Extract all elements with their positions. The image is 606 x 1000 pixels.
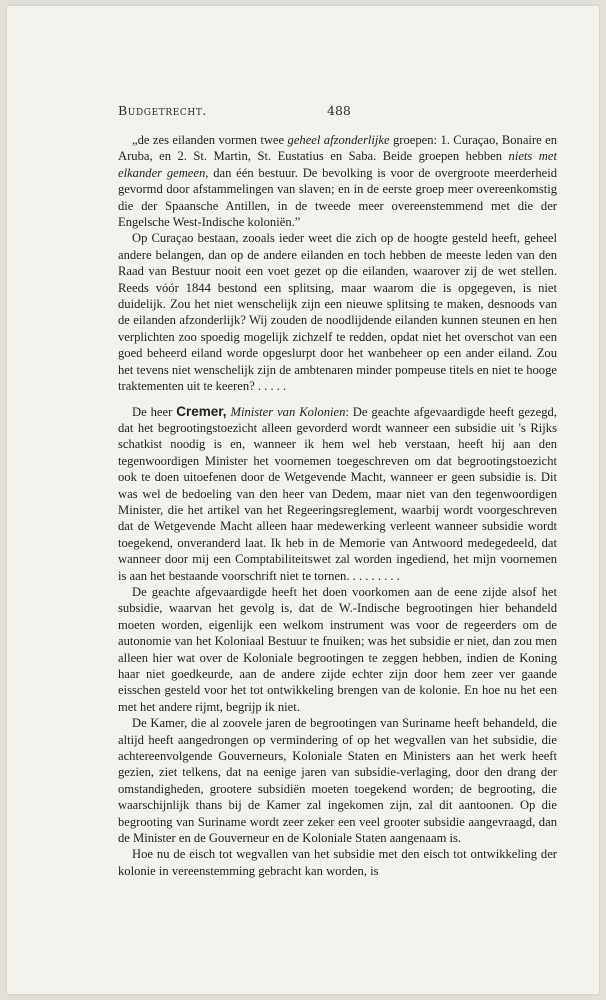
paragraph-1-text-b: groepen: 1. Curaçao, Bonaire en Aruba, en 2. St. Martin, St. Eustatius en Saba. Beide groepen hebben [118,133,557,164]
paragraph-3-text-a: De heer [132,404,177,419]
book-page [7,6,599,994]
speaker-name: Cremer, [176,403,227,419]
paragraph-2: Op Curaçao bestaan, zooals ieder weet die zich op de hoogte gesteld heeft, geheel andere belangen, dan op de andere eilanden en toch hebben de meeste leden van den Raad van Bestuur nooit een voet gezet op die eilanden, waarover zij de wet stellen. Reeds vóór 1844 bestond een splitsing, maar waarom die is opgegeven, is niet duidelijk. Zou het niet wenschelijk zijn een nieuwe splitsing te maken, desnoods van de eilanden afzonderlijk? Wij zouden de noodlijdende eilanden kunnen steunen en hen verplichten zoo spoedig mogelijk zichzelf te redden, opdat niet het overschot van een goed beheerd eiland worde opgeslurpt door het wanbeheer op een ander eiland. Zou het tevens niet wenschelijk zijn de ambtenaren minder pompeuse titels en niet te hooge traktementen uit te keeren? . . . . . [118,231,557,394]
paragraph-3 [118,404,557,584]
paragraph-4: De geachte afgevaardigde heeft het doen voorkomen aan de eene zijde alsof het subsidie, waarvan het gevolg is, dat de W.-Indische begrootingen hier behandeld moeten worden, eigenlijk een welkom instrument was voor de regeerders om de autonomie van het Koloniaal Bestuur te fnuiken; was het subsidie er niet, dan zou men alleen hier wat over de Koloniale begrootingen te zeggen hebben, indien de Koning haar niet goedkeurde, aan de andere zijde echter zijn door hem zeer ver gaande eisschen gesteld voor het tot ontwikkeling brengen van de kolonie. En hoe nu het een met het andere rijmt, begrijp ik niet. [118,584,557,714]
page-body [118,132,557,879]
page-number: 488 [327,103,351,118]
page-header [118,103,539,119]
speaker-role: Minister van Kolonien [230,404,346,419]
paragraph-1-emphasis-b: niets met elkander gemeen [118,149,557,180]
paragraph-1-emphasis-a: geheel afzonderlijke [287,133,390,147]
paragraph-5: De Kamer, die al zoovele jaren de begrootingen van Suriname heeft behandeld, die altijd heeft aangedrongen op vermindering of op het wegvallen van het subsidie, die achtereenvolgende Gouverneurs, Koloniale Staten en Ministers aan het werk heeft gezien, ziet telkens, dat na eenige jaren van subsidie-verlaging, door den drang der omstandigheden, grootere subsidiën moeten toegekend worden; de begrooting, die waarschijnlijk thans bij de Kamer zal ingekomen zijn, zal dit aantoonen. Op die begrooting van Suriname wordt zeer zeker een veel grooter subsidie aangevraagd, dan de Minister en de Gouverneur en de Koloniale Staten aangenaam is. [118,716,557,846]
running-head: Budgetrecht. [118,103,208,118]
paragraph-6: Hoe nu de eisch tot wegvallen van het subsidie met den eisch tot ontwikkeling der kolonie in vereenstemming gebracht kan worden, is [118,847,557,878]
paragraph-1-text-c: , dan één bestuur. De bevolking is voor de overgroote meerderheid gevormd door afstammelingen van slaven; en in de eerste groep meer overeenkomstig die der Spaansche Antillen, in de tweede meer overeenstemmend met die der Engelsche West-Indische koloniën.” [118,165,558,230]
paragraph-3-text-b: : De geachte afgevaardigde heeft gezegd, dat het begrootingstoezicht alleen gevorderd wordt wanneer een subsidie uit 's Rijks schatkist noodig is en, wanneer ik hem wel heb verstaan, heeft hij aan den tegenwoordigen Minister het voornemen toegeschreven om dat begrootingstoezicht ook te doen uitoefenen door de Wetgevende Macht, wanneer er geen subsidie is. Dit was wel de bedoeling van den heer van Dedem, maar niet van den tegenwoordigen Minister, die het artikel van het Regeeringsreglement, waarbij wordt voorgeschreven dat de Wetgevende Macht alleen haar medewerking verleent wanneer subsidie wordt toegekend, onveranderd laat. Ik heb in de Memorie van Antwoord medegedeeld, dat wanneer door mij een Comptabiliteitswet zal worden ingediend, het mijn voornemen is aan het bestaande voorschrift niet te tornen. . . . . . . . . [118,404,557,583]
paragraph-1-text-a: „de zes eilanden vormen twee [132,133,288,147]
paragraph-1 [118,132,557,230]
